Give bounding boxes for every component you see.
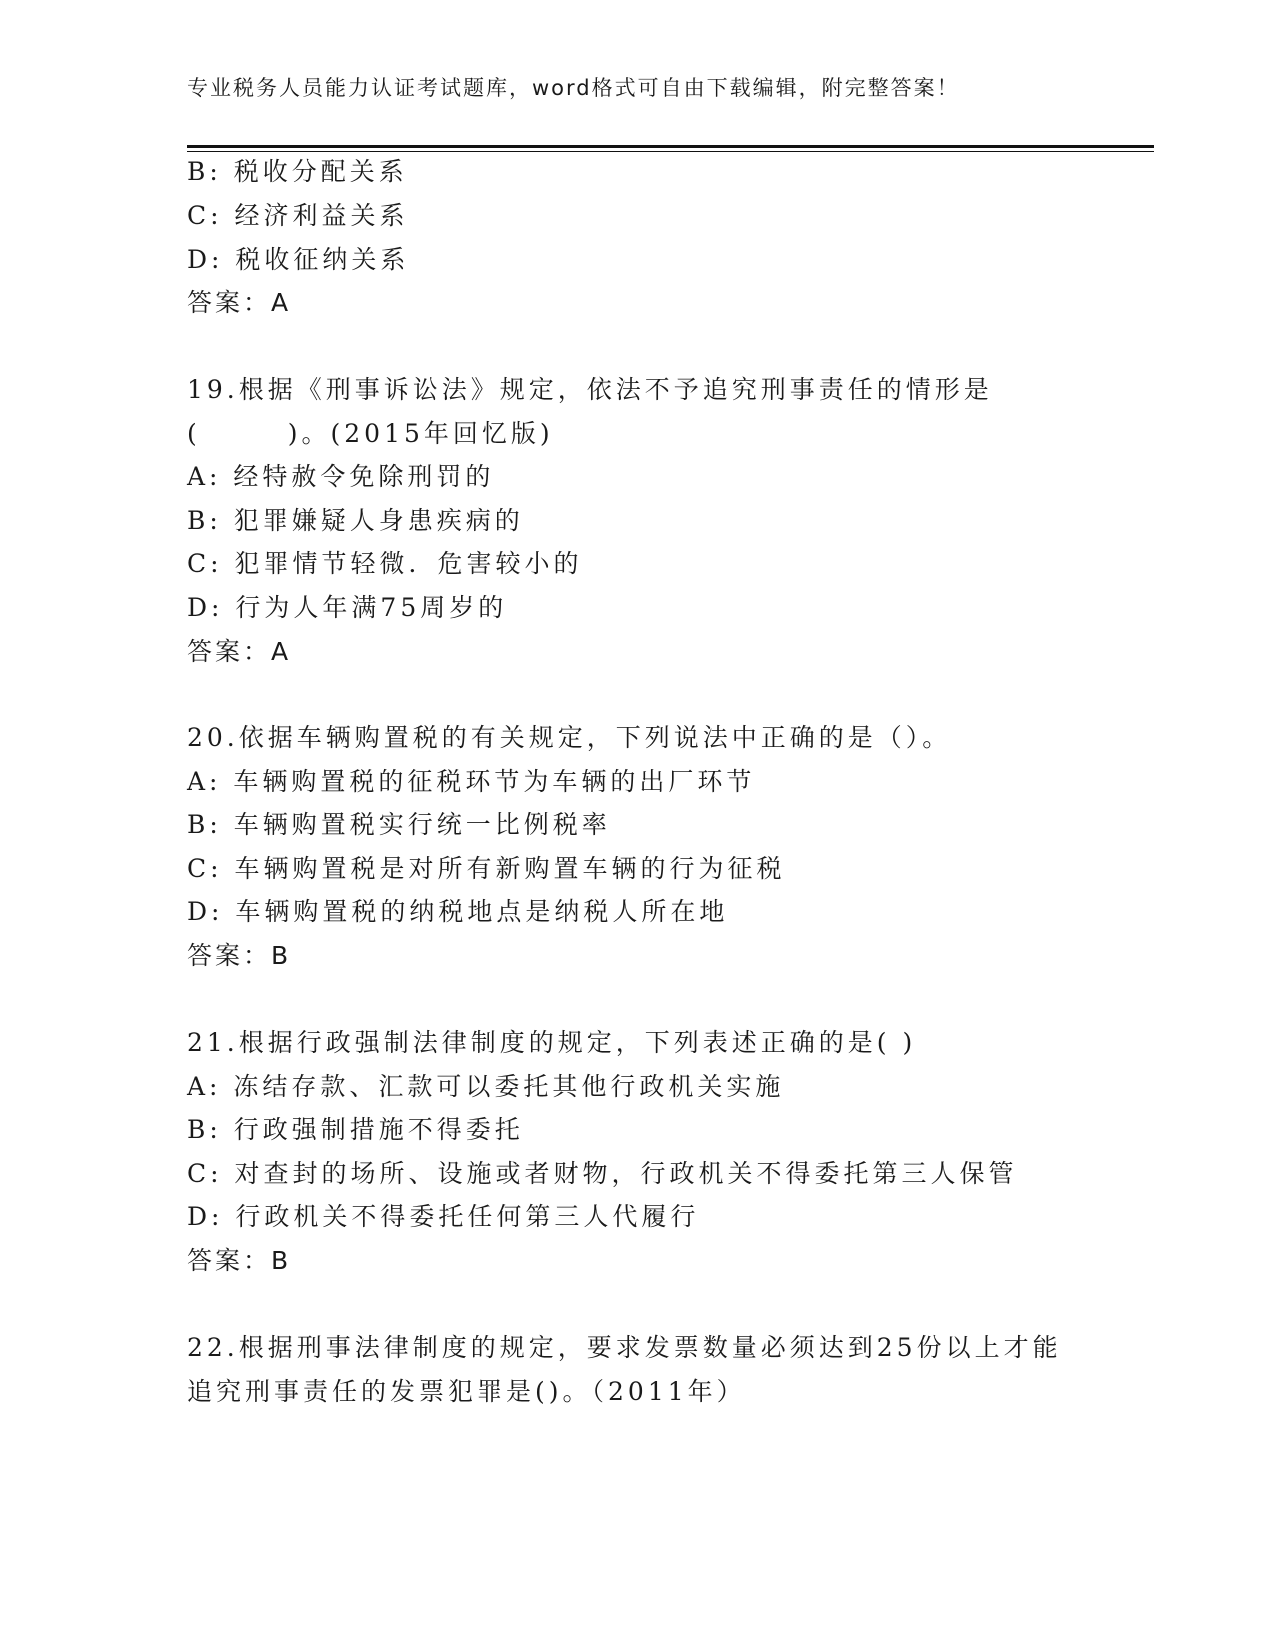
option-c: C: 对查封的场所、设施或者财物，行政机关不得委托第三人保管 xyxy=(187,1159,1018,1188)
header-rule-thin xyxy=(187,151,1154,152)
question-stem: ( )。(2015年回忆版) xyxy=(187,419,554,448)
answer: 答案：A xyxy=(187,288,292,317)
header-rule-thick xyxy=(187,145,1154,148)
option-c: C: 犯罪情节轻微．危害较小的 xyxy=(187,549,583,578)
option-b: B: 税收分配关系 xyxy=(187,157,408,186)
option-a: A: 车辆购置税的征税环节为车辆的出厂环节 xyxy=(187,767,756,796)
page-header: 专业税务人员能力认证考试题库，word格式可自由下载编辑，附完整答案！ xyxy=(187,76,960,100)
question-stem: 20.依据车辆购置税的有关规定，下列说法中正确的是（）。 xyxy=(187,723,952,752)
question-stem: 追究刑事责任的发票犯罪是()。（2011年） xyxy=(187,1377,746,1406)
answer: 答案：A xyxy=(187,637,292,666)
question-stem: 21.根据行政强制法律制度的规定，下列表述正确的是( ) xyxy=(187,1028,917,1057)
question-stem: 22.根据刑事法律制度的规定，要求发票数量必须达到25份以上才能 xyxy=(187,1333,1062,1362)
option-a: A: 经特赦令免除刑罚的 xyxy=(187,462,495,491)
option-c: C: 经济利益关系 xyxy=(187,201,409,230)
option-d: D: 车辆购置税的纳税地点是纳税人所在地 xyxy=(187,897,729,926)
option-d: D: 行政机关不得委托任何第三人代履行 xyxy=(187,1202,700,1231)
option-c: C: 车辆购置税是对所有新购置车辆的行为征税 xyxy=(187,854,786,883)
answer: 答案：B xyxy=(187,1246,292,1275)
option-d: D: 行为人年满75周岁的 xyxy=(187,593,508,622)
option-b: B: 行政强制措施不得委托 xyxy=(187,1115,524,1144)
option-b: B: 犯罪嫌疑人身患疾病的 xyxy=(187,506,524,535)
answer: 答案：B xyxy=(187,941,292,970)
option-b: B: 车辆购置税实行统一比例税率 xyxy=(187,810,611,839)
option-a: A: 冻结存款、汇款可以委托其他行政机关实施 xyxy=(187,1072,785,1101)
option-d: D: 税收征纳关系 xyxy=(187,245,410,274)
question-stem: 19.根据《刑事诉讼法》规定，依法不予追究刑事责任的情形是 xyxy=(187,375,993,404)
